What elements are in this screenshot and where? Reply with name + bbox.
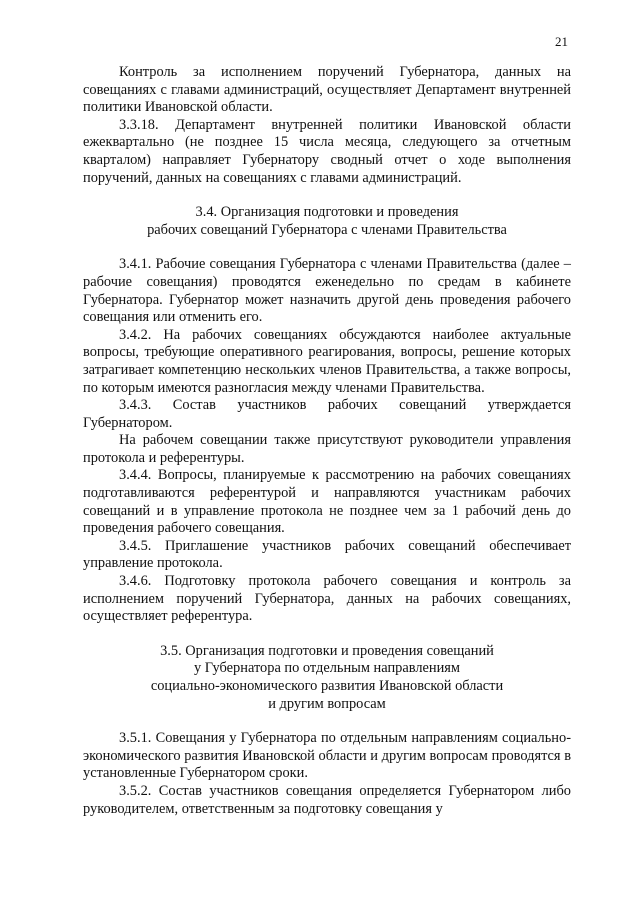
heading-line: и другим вопросам	[268, 695, 386, 712]
paragraph: 3.4.6. Подготовку протокола рабочего совещания и контроль за исполнением поручений Губернатора, данных на рабочих совещаниях, осуществляет референтура.	[83, 573, 571, 625]
heading-line: рабочих совещаний Губернатора с членами Правительства	[147, 221, 507, 238]
paragraph: Контроль за исполнением поручений Губернатора, данных на совещаниях с главами администраций, осуществляет Департамент внутренней политики Ивановской области.	[83, 64, 571, 116]
section-heading-3-5	[83, 643, 571, 713]
heading-line: 3.5. Организация подготовки и проведения совещаний	[160, 642, 494, 659]
paragraph: На рабочем совещании также присутствуют руководители управления протокола и референтуры.	[83, 432, 571, 466]
heading-line: социально-экономического развития Ивановской области	[150, 678, 504, 694]
paragraph: 3.3.18. Департамент внутренней политики Ивановской области ежеквартально (не позднее 15 числа месяца, следующего за отчетным кварталом) направляет Губернатору сводный отчет о ходе выполнения поручений, данных на совещаниях с главами администраций.	[83, 116, 571, 186]
paragraph: 3.5.1. Совещания у Губернатора по отдельным направлениям социально-экономического развития Ивановской области и другим вопросам проводятся в установленные Губернатором сроки.	[83, 730, 571, 782]
paragraph: 3.4.5. Приглашение участников рабочих совещаний обеспечивает управление протокола.	[83, 537, 571, 572]
section-heading-3-4	[83, 204, 571, 239]
heading-line: 3.4. Организация подготовки и проведения	[195, 204, 459, 221]
paragraph: 3.5.2. Состав участников совещания определяется Губернатором либо руководителем, ответственным за подготовку совещания у	[83, 782, 571, 817]
heading-line: у Губернатора по отдельным направлениям	[193, 660, 461, 677]
paragraph: 3.4.1. Рабочие совещания Губернатора с членами Правительства (далее – рабочие совещания) проводятся еженедельно по средам в кабинете Губернатора. Губернатор может назначить другой день проведения рабочего совещания или отменить его.	[83, 256, 571, 326]
page-number: 21	[555, 34, 568, 49]
document-body	[83, 64, 571, 818]
paragraph: 3.4.2. На рабочих совещаниях обсуждаются наиболее актуальные вопросы, требующие оперативного реагирования, вопросы, решение которых затрагивает компетенцию нескольких членов Правительства, а также вопросы, по которым имеются разногласия между членами Правительства.	[83, 326, 571, 396]
paragraph: 3.4.3. Состав участников рабочих совещаний утверждается Губернатором.	[83, 397, 571, 431]
paragraph: 3.4.4. Вопросы, планируемые к рассмотрению на рабочих совещаниях подготавливаются референтурой и направляются участникам рабочих совещаний и в управление протокола не позднее чем за 1 рабочий день до проведения рабочего совещания.	[83, 467, 571, 537]
